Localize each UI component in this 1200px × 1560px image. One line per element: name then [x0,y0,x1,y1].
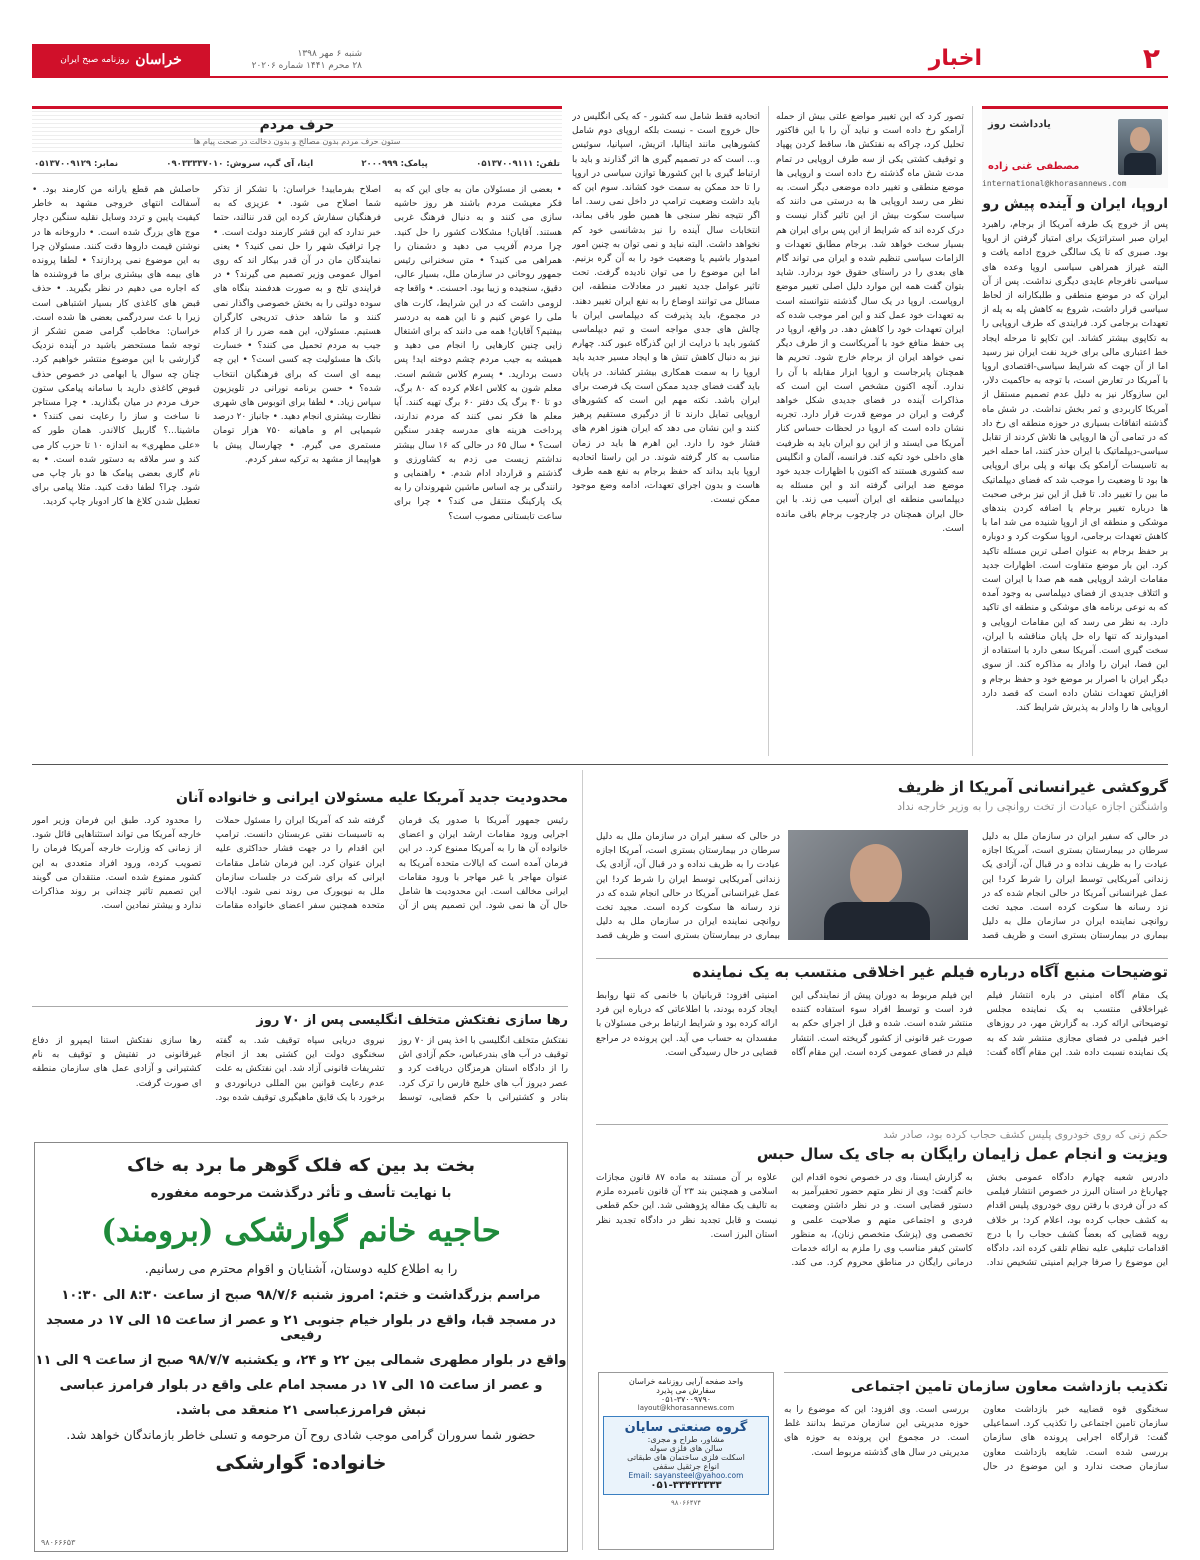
obit-line2: با نهایت تأسف و تأثر درگذشت مرحومه مغفوره [150,1186,452,1201]
column-note [982,106,1168,756]
header-bar [32,44,1168,78]
obit-line6: واقع در بلوار مطهری شمالی بین ۲۲ و ۲۴، و یکشنبه ۹۸/۷/۷ صبح از ساعت ۹ الی ۱۱ [35,1353,567,1368]
people-banner [32,109,562,155]
author-photo [1118,119,1162,175]
tanker-article [32,1006,568,1136]
obit-family: خانواده: گوارشکی [215,1452,387,1474]
film-body: یک مقام آگاه امنیتی در باره انتشار فیلم غیراخلاقی منتسب به یک نماینده مجلس توضیحاتی ارائه کرد. به گزارش مهر، در روزهای اخیر فیلمی در فضای مجازی منتشر شد که به یک نماینده نسبت داده شد. این مقام آگاه گفت: این فیلم مربوط به دوران پیش از نمایندگی این فرد است و توسط افراد سوء استفاده کننده منتشر شده است. شده و قبل از اجرای حکم به صورت غیر قانونی از کشور گریخته است. انتشار فیلم در فضای عمومی کرده است. این مقام آگاه امنیتی افزود: قربانیان با خانمی که تنها روابط ایجاد کرده بودند، با اطلاعاتی که درباره این فرد ارائه کرده بود و شرایط ارتباط برخی مسئولان با مفسدان به حساب می آید. این پرونده در مراجع قضایی در حال رسیدگی است. [596,991,1168,1058]
envoy-body-left: در حالی که سفیر ایران در سازمان ملل به دلیل سرطان در بیمارستان بستری است، آمریکا اجازه عیادت را به ظریف نداده و در قبال آن، آزادی یک زندانی آمریکایی توسط ایران را شرط کرد! این عمل غیرانسانی آمریکا در حالی انجام شده که در نزد رسانه ها سکوت کرده است. مجید تخت روانچی نماینده ایران در سازمان ملل به دلیل بیماری در بیمارستان بستری است و ظریف قصد [596,832,780,942]
author-name: مصطفی غنی زاده [988,161,1080,172]
sayan-ad [598,1372,774,1550]
people-col-a: • بعضی از مسئولان مان به جای این که به فکر معیشت مردم باشند هر روز حاشیه سازی می کنند و به دنبال فرهنگ غربی هستند. آقایان! مشکلات کشور را حل کنید. چرا مردم آفریب می دهید و دشمنان را همراهی می کنید؟ • متن سخنرانی رئیس جمهور روحانی در سازمان ملل، بسیار عالی، دقیق، سنجیده و زیبا بود. احسنت. • واقعا چه لزومی داشت که در این شرایط، کارت های ملی را عوض کنیم و نا این همه به دردسر بیفتیم؟ آقایان! همه می دانند که برای اشتغال زایی چنین کارهایی را انجام می دهید و همیشه به جیب مردم چشم دوخته اید! پس دست بردارید. • پسرم کلاس ششم است. معلم شون به کلاس اعلام کرده که ۸۰ برگ، دو تا ۴۰ برگ یک دفتر ۶۰ برگ تهیه کنند. آیا معلم ها فکر نمی کنند که مردم ندارند، پرداخت هزینه های مدرسه چقدر سنگین است؟ • سال ۶۵ در حالی که ۱۶ سال بیشتر نداشتم زیست می زدم به کشاورزی و گذشتم و قرارداد ادام شدم. • راهنمایی و رانندگی بر چه اساس ماشین شهروندان را به یک پارکینگ منتقل می کند؟ • چرا برای ساعت تابستانی مصوب است؟ [394,185,562,522]
obit-line3: را به اطلاع کلیه دوستان، آشنایان و اقوام محترم می رسانیم. [144,1261,458,1276]
ad-header1: واحد صفحه آرایی روزنامه خراسان [628,1377,744,1386]
ad-item-2: اسکلت فلزی ساختمان های طبقاتی [627,1453,745,1462]
contact-apps: ایتا، آی گپ، سروش: ۰۹۰۳۳۳۳۷۰۱۰ [166,159,314,169]
ad-item-0: مشاور، طراح و مجری: [647,1435,725,1444]
obit-line1: بخت بد بین که فلک گوهر ما برد به خاک [127,1155,475,1176]
ad-tel: ۰۵۱-۳۳۴۳۳۳۳۳ [650,1480,722,1491]
hijab-article [596,1124,1168,1364]
obituary [34,1142,568,1552]
envoy-article [596,778,1168,950]
envoy-subtitle: واشنگتن اجازه عیادت از تخت روانچی را به وزیر خارجه نداد [897,800,1168,813]
people-section [32,106,562,756]
envoy-title: گروکشی غیرانسانی آمریکا از ظریف [897,778,1168,796]
envoy-photo [788,830,968,940]
deputy-body: سخنگوی قوه قضاییه خبر بازداشت معاون سازمان تامین اجتماعی را تکذیب کرد. اسماعیلی گفت: قرارگاه اجرایی پرونده های سازمان بررسی شده است. شایعه بازداشت معاون سازمان صحت ندارد و این موضوع در حال بررسی است. وی افزود: این که موضوع را به حوزه مدیریتی این سازمان مرتبط بدانند غلط است. در مجموع این پرونده به حوزه های مدیریتی در سال های گذشته مربوط است. [784,1405,1168,1472]
deputy-title: تکذیب بازداشت معاون سازمان تامین اجتماعی [851,1379,1168,1395]
note-header [982,106,1168,188]
ad-email: Email: sayansteel@yahoo.com [628,1471,744,1480]
column-3-body: اتحادیه فقط شامل سه کشور - که یکی انگلیس در حال خروج است - نیست بلکه اروپای دوم شامل کشورهایی مانند ایتالیا، اتریش، اسپانیا، سوئیس و... است که در تصمیم گیری ها اثر گذارند و باید با ارتباط گیری با این کشورها توازن سیاسی در اروپا را تا حد ممکن به سمت خود کشاند. سوم این که باید داشت وضعیت ترامپ در داخل نمی رسد. اما اگر نتیجه نظر سنجی ها همین طور باقی بماند، انتخابات سال آینده را نیز بدشانسی خود کم نخواهد داشت. البته نباید و نمی توان به چنین امور امیدوار باشیم یا وضعیت خود را به آن گره بزنیم. اما این موضوع را می توان نادیده گرفت. تحت تاثیر عوامل جدید تغییر در معادلات منطقه، این مسائل می توانند اوضاع را به نفع ایران تغییر دهند. در مجموع، باید پذیرفت که دیپلماسی ایران با چالش های جدی مواجه است و تیم دیپلماسی کشور باید با درایت از این گذرگاه عبور کند. چهارم نیز به دنبال کاهش تنش ها و ایجاد مسیر جدید باید اروپا را به سمت همکاری بیشتر کشاند. در پایان باید گفت فضای جدید ممکن است یک فرصت برای ایران باشد. نکته مهم این است که کشورهای اروپایی تمایل دارند تا از درگیری مستقیم پرهیز کنند و این نشان می دهد که ایران هنوز اهرم های فشار خود را دارد. این اهرم ها باید در زمان مناسب به کار گرفته شوند. در این راستا اتحادیه اروپا باید بداند که حفظ برجام به نفع همه طرف هاست و بدون اجرای تعهدات، ادامه وضع موجود ممکن نیست. [572,112,760,506]
obit-name: حاجیه خانم گوارشکی (برومند) [101,1213,501,1249]
obit-line9: حضور شما سروران گرامی موجب شادی روح آن مرحومه و تسلی خاطر بازماندگان خواهد شد. [66,1428,536,1442]
column-2-body: تصور کرد که این تغییر مواضع علتی بیش از حمله آرامکو رخ داده است و نباید آن را با این فاکتور تحلیل کرد، چراکه به نفتکش ها، ساقط کردن پهپاد و توقیف کشتی یکی از سه طرف اروپایی در تمام مدت شش ماه گذشته رخ داده است و اروپایی ها موضع منطقی و تغییر داده موضعی دیگر است. به نظر می رسد اروپایی ها به درستی می دانند که سیاست سکوت بیش از این تاثیر گذار نیست و درک کرده اند که شرایط از این پس برای ایران هم بسیار سخت خواهد شد. برجام مطابق تعهدات و الزامات سیاسی تنظیم شده و ایران می تواند گام های بعدی را در راستای حقوق خود بردارد. شاید بتوان گفت همه این موارد دلیل اصلی تغییر موضع اروپاست. اروپا در یک سال گذشته نتوانسته است به تعهدات خود عمل کند و این امر موجب شده که ایران تعهدات خود را کاهش دهد. در واقع، اروپا در پی حفظ منافع خود با آمریکاست و از طرف دیگر نمی خواهد ایران از برجام خارج شود. تحریم ها همچنان پابرجاست و اروپا ابزار مقابله با آن را ندارد. آنچه اکنون مشخص است این است که مذاکرات آینده در فضای جدیدی شکل خواهد گرفت و ایران در موضع قدرت قرار دارد. تجربه نشان داده است که اروپا در لحظات حساس کنار آمریکا می ایستد و از این رو ایران باید به ظرفیت های داخلی خود تکیه کند. فرانسه، آلمان و انگلیس سه کشوری هستند که اکنون با اظهارات جدید خود موضع ضد ایرانی گرفته اند و این مسئله به دیپلماسی منطقه ای ایران آسیب می زند. با این حال ایران همچنان در چارچوب برجام باقی مانده است. [776,112,964,534]
contact-fax: نمابر: ۰۵۱۳۷۰۰۹۱۲۹ [34,159,119,169]
envoy-body-right: در حالی که سفیر ایران در سازمان ملل به دلیل سرطان در بیمارستان بستری است، آمریکا اجازه عیادت را به ظریف نداده و در قبال آن، آزادی یک زندانی آمریکایی توسط ایران را شرط کرد! این عمل غیرانسانی آمریکا در حالی انجام شده که در نزد رسانه ها سکوت کرده است. مجید تخت روانچی نماینده ایران در سازمان ملل به دلیل بیماری در بیمارستان بستری است و ظریف قصد [982,832,1168,942]
obit-line8: نبش فرامرزعباسی ۲۱ منعقد می باشد. [175,1403,427,1418]
note-body: پس از خروج یک طرفه آمریکا از برجام، راهبرد ایران صبر استراتژیک برای امتیاز گرفتن از اروپا بود. صبری که تا یک سالگی خروج ادامه یافت و البته غیراز همراهی سیاسی اروپا وعده های سیاسی نافرجام عایدی دیگری نداشت. پس از آن ایران که در موضع منطقی و طلبکارانه از لحاظ سیاسی قرار داشت، شروع به کاهش پله به پله از تعهدات برجامی کرد. فرایندی که طرف اروپایی را به تکاپوی بیشتر کشاند. این تکاپو تا مرحله ایجاد خط اعتباری مالی برای خرید نفت ایران نیز رسید اما از آن جهت که شرایط سیاسی-اقتصادی اروپا با آمریکا در تعارض است، با توجه به حاکمیت دلار، این سازوکار نیز به دلیل عدم تصمیم مستقل از آمریکا کاربردی و ثمر بخش نداشت. در شش ماه گذشته اتفاقات بسیاری در حوزه منطقه ای رخ داد که در تمامی آن ها اروپایی ها تلاش کردند از تقابل سیاسی-دیپلماتیک با ایران حذر کنند، اما حمله اخیر به تاسیسات آرامکو یک بهانه و پلی برای اروپایی ها بود تا وضعیت را موجب شد که فضای دیپلماتیک ما بین را تغییر داد. تا قبل از این نیز برخی صحبت ها درباره تغییر برجام یا اضافه کردن بندهای موشکی و منطقه ای از اروپا شنیده می شد اما با کاهش تعهدات برجامی، اروپا سکوت کرد و دوباره بر حفظ برجام به عنوان اصلی ترین مسئله تاکید کرد. این بار موضع متفاوت است. اظهارات جدید مقامات ارشد اروپایی همه هم صدا با ایران است و ائتلاف جدیدی از فضای دیپلماسی به وجود آمده که به نوعی برنامه های موشکی و منطقه ای تاکید دارد. به نظر می رسد که این مقامات اروپایی و امیدوارند که تنها راه حل پایان مناقشه با ایران، سخت گیری است. آمریکا سعی دارد با استفاده از این فضا، ایران را وادار به مذاکره کند. از سوی دیگر ایران با اصرار بر موضع خود و حفظ برجام و افزایش تعهدات نشان داده است که قصد دارد اروپایی ها را وادار به پذیرش شرایط کند. [982,220,1168,713]
author-email: international@khorasannews.com [982,179,1127,188]
film-title: توضیحات منبع آگاه درباره فیلم غیر اخلاقی منتسب به یک نماینده [692,963,1168,981]
header-date: شنبه ۶ مهر ۱۳۹۸ ۲۸ محرم ۱۴۴۱ شماره ۲۰۲۰۶ [251,49,362,71]
ad-company: گروه صنعتی سایان [624,1420,748,1435]
ad-phone-top: ۰۵۱-۳۷۰۰۹۷۹۰ [660,1395,712,1404]
film-article [596,958,1168,1116]
tanker-body: نفتکش متخلف انگلیسی با اخذ پس از ۷۰ روز توقیف در آب های بندرعباس، حکم آزادی اش را از دادگاه استان هرمزگان دریافت کرد و عصر دیروز آب های خلیج فارس را ترک کرد. بنادر و کشتیرانی با حکم قضایی، توسط نیروی دریایی سپاه توقیف شد. به گفته سخنگوی دولت این کشتی بعد از انجام تشریفات قانونی آزاد شد. این نفتکش به علت عدم رعایت قوانین بین المللی دریانوردی و برخورد با یک قایق ماهیگیری توقیف شده بود. رها سازی نفتکش استنا ایمپرو از دفاع غیرقانونی در تفتیش و توقیف به نام کشتیرانی و آزادی عمل های سازمان منطقه ای صورت گرفت. [32,1036,568,1103]
contact-sms: پیامک: ۲۰۰۰۹۹۹ [361,159,428,169]
page-number: ۲ [1142,42,1160,75]
logo-text: خراسان [135,52,182,68]
hijab-body: دادرس شعبه چهارم دادگاه عمومی بخش چهارباغ در استان البرز در خصوص انتشار فیلمی که در آن فردی با رفتن روی خودروی پلیس اقدام به کشف حجاب کرده بود، اعلام کرد: بر خلاف رویه قضایی که بعضاً کشف حجاب را با درج اقدامات تبلیغی علیه نظام تلقی کرده اند، دادگاه این موضوع را صرفا جرایم امنیتی تشخیص نداد. به گزارش ایسنا، وی در خصوص نحوه اقدام این خانم گفت: وی از نظر متهم حضور تحقیرآمیز به دستور قضایی است. و در نظر داشتن وضعیت فردی و اجتماعی متهم و صلاحیت علمی و تخصصی وی (پزشک متخصص زنان)، به منظور کاستن کیفر مناسب وی را ملزم به ارائه خدمات درمانی رایگان در مناطق محروم کرد. می کند. علاوه بر آن مستند به ماده ۸۷ قانون مجازات اسلامی و همچنین بند ۲۳ آن قانون نامبرده ملزم به تالیف یک مقاله پژوهشی شد. این حکم قطعی نیست و قابل تجدید نظر در دادگاه تجدید نظر استان البرز است. [596,1173,1168,1269]
people-title: حرف مردم [259,117,335,133]
people-col-c: حاصلش هم قطع یارانه من کارمند بود. • آسفالت انتهای خروجی مشهد به خاطر کیفیت پایین و تردد وسایل نقلیه سنگین دچار موج های بزرگ شده است. • داروخانه ها در نوشتن قیمت داروها دقت کنند. مسئولان چرا به این موضوع نمی پردازند؟ • لطفا پرونده های بیمه های بیشتری برای ما فروشنده ها که اجاره می دهیم در نظر بگیرید. • حذف قبض های کاغذی کار بسیار اشتباهی است زیرا با عث سردرگمی بعضی ها شده است. خراسان: مخاطب گرامی ضمن تشکر از توجه شما مستحضر باشید در آینده نزدیک گزارشی با این موضوع منتشر خواهیم کرد. چنان چه سوال یا ابهامی در خصوص حذف قبوض کاغذی دارید با سامانه پیامکی ستون حرف مردم در میان بگذارید. • چرا مستاجر نا ساخت و ساز را رعایت نمی کنند؟ • ماشینا...؟ گاربیل کالاندر. همان طور که «علی مطهری» به اندازه ۱۰ تا حزب کار می کند و سر ملاقه به دستور شده است. • به نام گاری بعضی پیامک ها دو بار چاپ می شود. چرا؟ لطفا دقت کنید. مثلا پیامی برای تعطیل شدن کلاغ ها کار ادوبار چاپ کردید. [32,185,200,508]
obit-line7: و عصر از ساعت ۱۵ الی ۱۷ در مسجد امام علی واقع در بلوار فرامرز عباسی [59,1378,543,1393]
masthead-logo [32,44,210,76]
obit-line5: در مسجد قبا، واقع در بلوار خیام جنوبی ۲۱ و عصر از ساعت ۱۵ الی ۱۷ در مسجد رفیعی [46,1313,556,1343]
tanker-title: رها سازی نفتکش متخلف انگلیسی پس از ۷۰ روز [256,1013,568,1028]
ad-item-3: انواع جرثقیل سقفی [652,1462,720,1471]
ad-header2: سفارش می پذیرد [656,1386,716,1395]
deputy-article [784,1372,1168,1550]
limits-article [32,790,568,940]
hijab-title: ویزیت و انجام عمل زایمان رایگان به جای یک سال حبس [756,1145,1168,1163]
obit-line4: مراسم بزرگداشت و ختم: امروز شنبه ۹۸/۷/۶ صبح از ساعت ۸:۳۰ الی ۱۰:۳۰ [61,1288,541,1303]
ad-email-top: layout@khorasannews.com [637,1404,735,1412]
logo-tagline: روزنامه صبح ایران [60,55,130,65]
note-kicker: یادداشت روز [988,119,1051,130]
ad-code: ۹۸۰۶۶۴۷۴ [670,1499,702,1507]
people-subtitle: ستون حرف مردم بدون مصالح و بدون دخالت در صحت پیام ها [193,137,401,146]
people-col-b: اصلاح بفرمایید! خراسان: با تشکر از تذکر شما اصلاح می شود. • عزیزی که به فرهنگیان سفارش کرده این قدر ننالند، حتما خبر ندارد که این قشر کارمند دولت است. • چرا ترافیک شهر را حل نمی کنید؟ • یعنی نمایندگان مان در آن قدر بیکار اند که روی اموال عمومی وزیر تصمیم می گیرند؟ • در فرایندی تلخ و به صورت هدفمند بنگاه های سوده دولتی را به بخش خصوصی واگذار نمی کنند و ما شاهد حذف تدریجی کارگران هستیم. مسئولان، این همه ضرر را از کدام جیب به مردم تحمیل می کنند؟ • خسارت بانک ها مسئولیت چه کسی است؟ • این چه بیمه ای است که برای فرهنگیان انتخاب شده؟ • حسن برنامه نورانی در تلویزیون سپاس زیاد. • لطفا برای اتوبوس های شهری نظارت بیشتری انجام دهید. • جانباز ۲۰ درصد شیمیایی ام و ماهیانه ۷۵۰ هزار تومان مستمری می گیرم. • چهارسال پیش با هواپیما از مشهد به ترکیه سفر کردم. [213,185,381,465]
section-title: اخبار [928,46,982,71]
limits-title: محدودیت جدید آمریکا علیه مسئولان ایرانی و خانواده آنان [176,790,568,806]
obit-code: ۹۸۰۶۶۶۵۳ [41,1538,76,1547]
hijab-kicker: حکم زنی که روی خودروی پلیس کشف حجاب کرده بود، صادر شد [883,1129,1168,1141]
people-contacts [32,155,562,174]
limits-body: رئیس جمهور آمریکا با صدور یک فرمان اجرایی ورود مقامات ارشد ایران و اعضای خانواده آن ها را به آمریکا ممنوع کرد. در این فرمان آمده است که ایالات متحده آمریکا به عنوان مهاجر یا غیر مهاجر با ورود مقامات ایرانی مخالف است. این محدودیت ها شامل حال آن ها نمی شود. این تصمیم پس از آن گرفته شد که آمریکا ایران را مسئول حملات به تاسیسات نفتی عربستان دانست. ترامپ این اقدام را در جهت فشار حداکثری علیه ایران عنوان کرد. این فرمان شامل مقامات ایرانی که برای شرکت در جلسات سازمان ملل به نیویورک می روند نمی شود. ایالات متحده همچنین سفر اعضای خانواده مقامات را محدود کرد. طبق این فرمان وزیر امور خارجه آمریکا می تواند استثناهایی قائل شود. از زمانی که وزارت خارجه آمریکا فرمان را تصویب کرده، ورود افراد متعددی به این کشور ممنوع شده است. منتقدان می گویند این تصمیم تاثیر چندانی بر روند مذاکرات ندارد و بیشتر نمادین است. [32,816,568,912]
ad-box [603,1416,769,1495]
ad-item-1: سالن های فلزی سوله [649,1444,723,1453]
note-title: اروپا، ایران و آینده پیش رو [982,196,1168,212]
contact-phone: تلفن: ۰۵۱۳۷۰۰۹۱۱۱ [476,159,560,169]
